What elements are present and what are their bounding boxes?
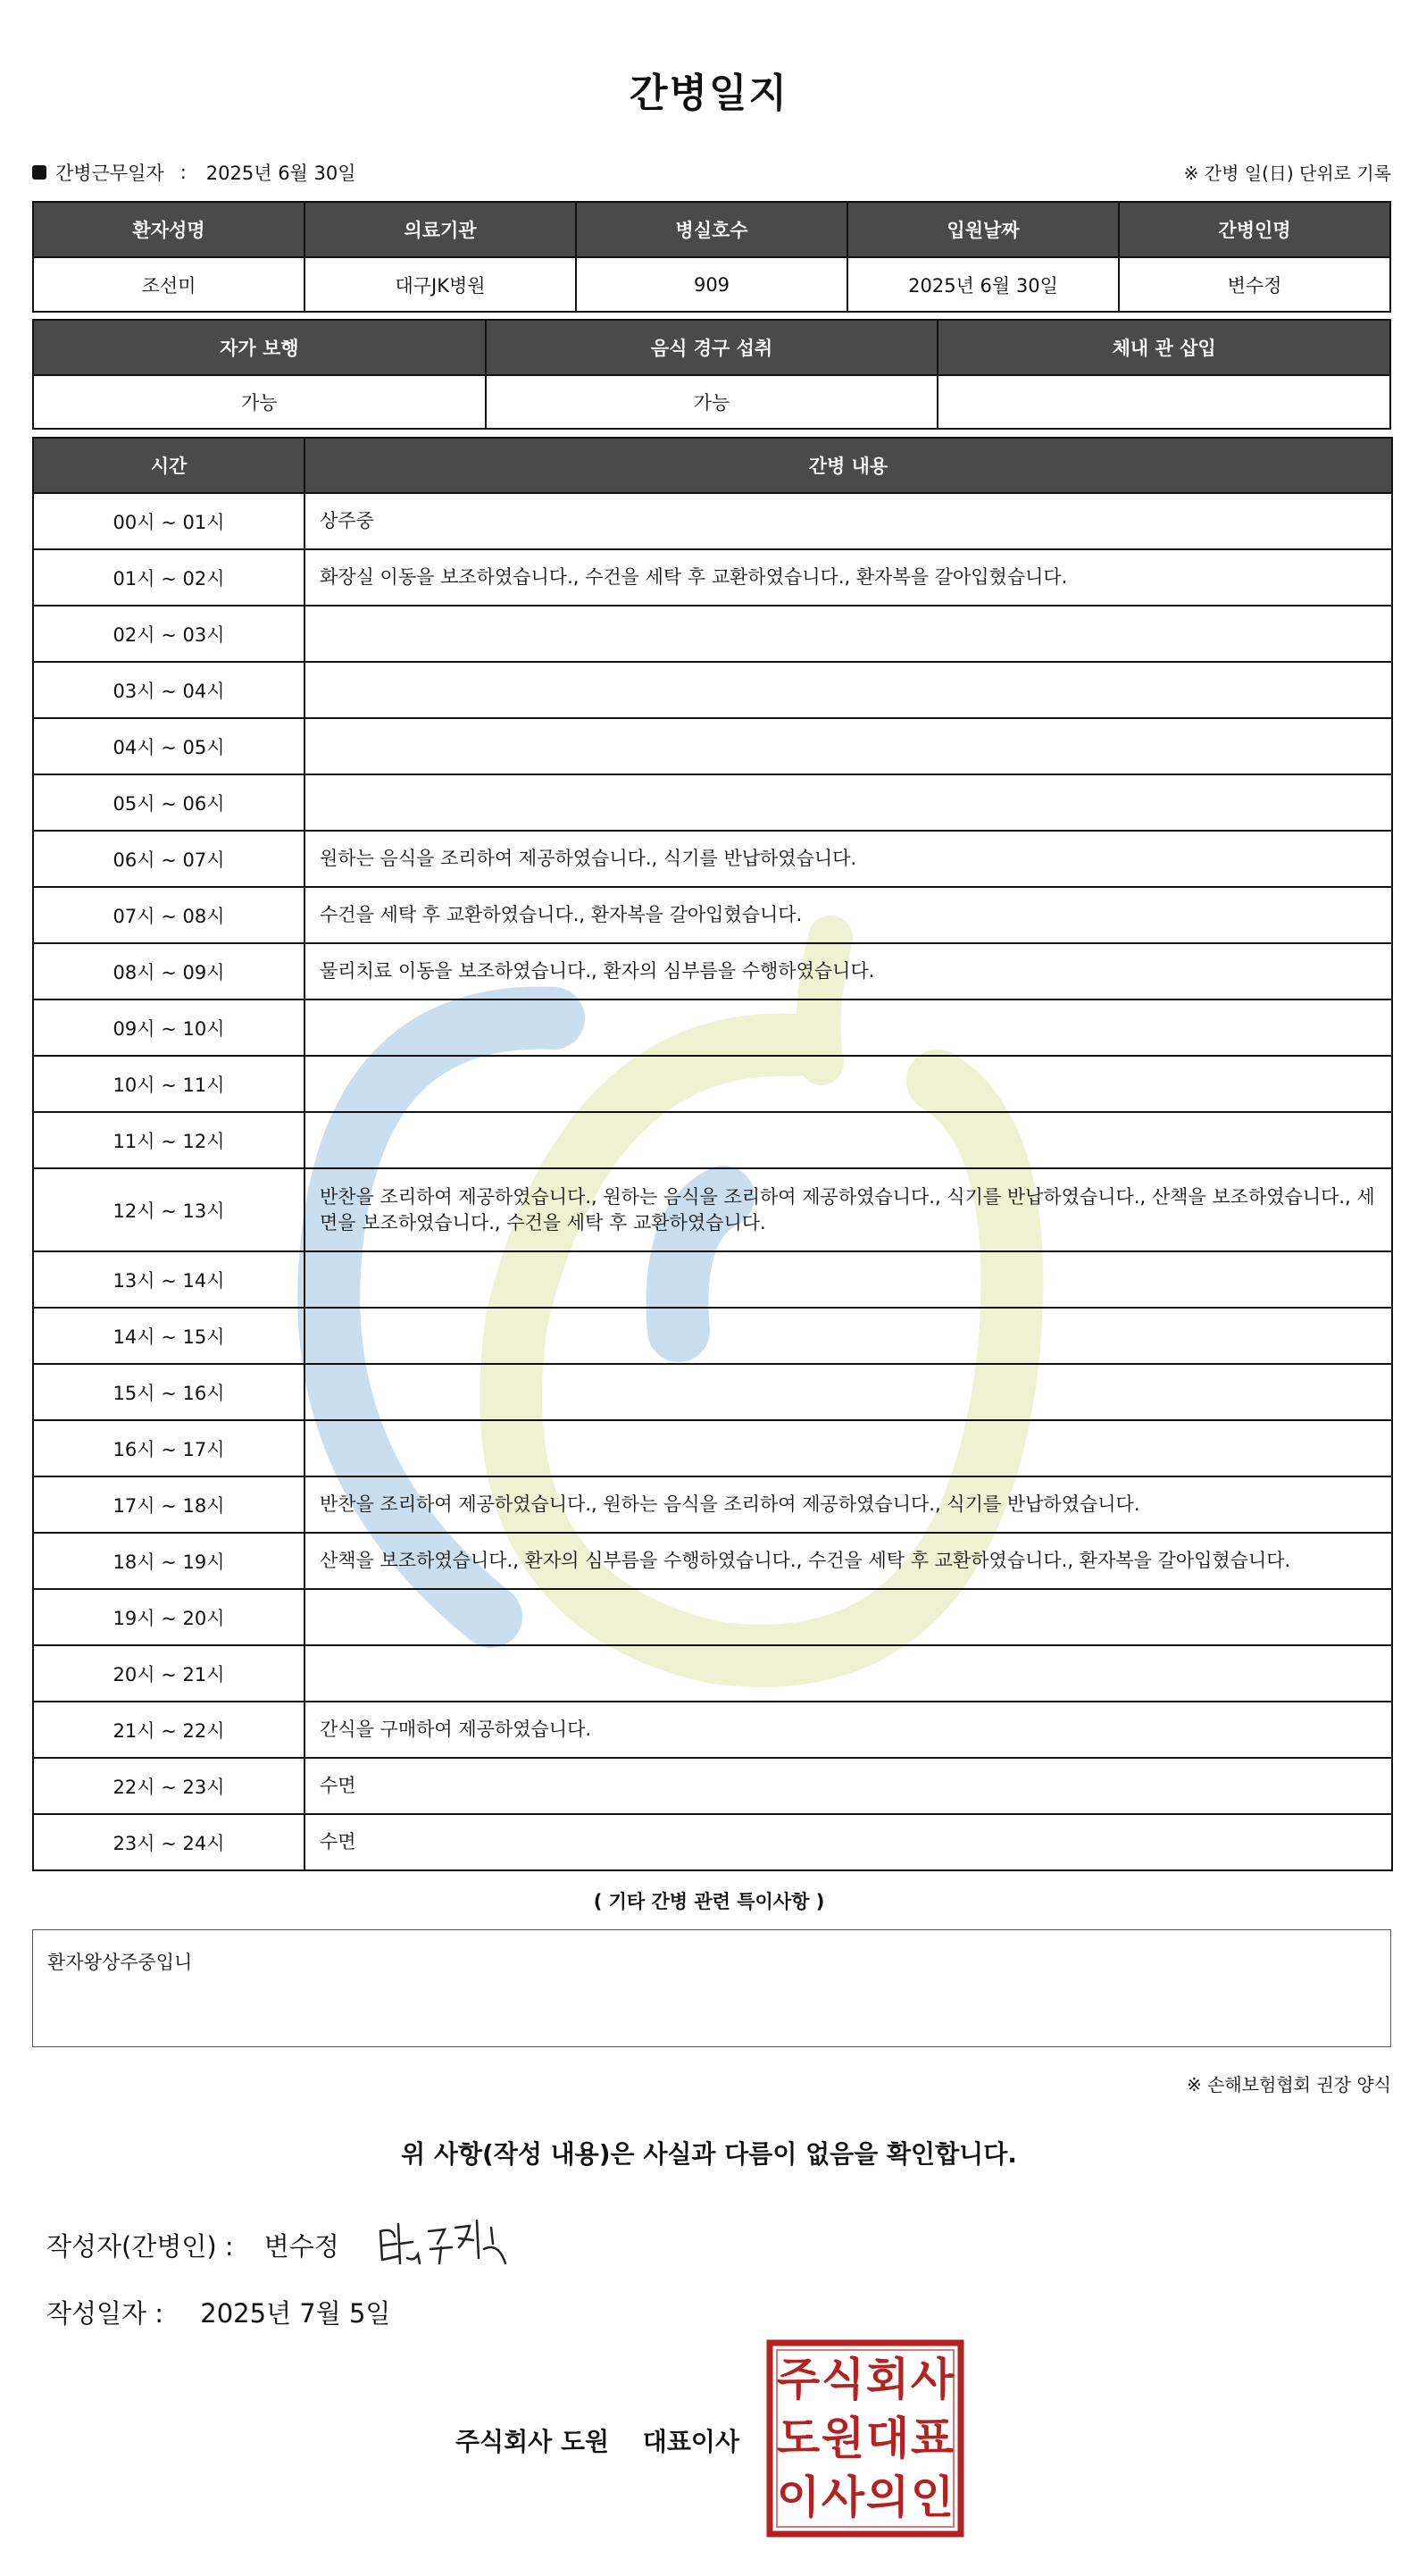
log-time-cell: 19시 ~ 20시 [33,1589,304,1645]
header-patient-name: 환자성명 [33,202,304,257]
table-row [33,831,1392,887]
table-row [33,1476,1392,1533]
table-row [33,1168,1392,1251]
log-time-cell: 23시 ~ 24시 [33,1814,304,1870]
notes-title: ( 기타 간병 관련 특이사항 ) [593,1891,825,1912]
written-date-row [46,2294,390,2330]
seal-glyph: 표 [910,2413,955,2464]
table-row [33,1814,1392,1870]
seal-glyph: 도 [776,2413,821,2464]
header-admission-date: 입원날짜 [847,202,1119,257]
table-row [33,606,1392,662]
care-log-table [32,437,1393,1871]
writer-label: 작성자(간병인) : [46,2231,234,2262]
company-signature-line [455,2422,739,2458]
seal-glyph: 인 [910,2471,955,2523]
log-time-cell: 17시 ~ 18시 [33,1476,304,1533]
notes-text: 환자왕상주중입니 [47,1952,193,1973]
company-ceo-title: 대표이사 [642,2427,739,2456]
table-row [33,1056,1392,1112]
log-time-cell: 14시 ~ 15시 [33,1308,304,1364]
log-time-cell: 08시 ~ 09시 [33,943,304,999]
writer-row [46,2227,339,2263]
notes-box [32,1929,1391,2047]
seal-glyph: 주 [776,2354,821,2405]
header-hospital: 의료기관 [304,202,576,257]
patient-status-table [32,319,1391,430]
company-name: 주식회사 도원 [455,2427,610,2456]
table-row [33,549,1392,606]
log-time-cell: 01시 ~ 02시 [33,549,304,606]
oral-intake-value: 가능 [486,375,938,429]
table-row [33,1364,1392,1420]
log-content-cell [304,999,1392,1056]
log-content-cell [304,606,1392,662]
log-content-cell: 수면 [304,1814,1392,1870]
log-content-cell [304,1645,1392,1702]
log-content-cell [304,1056,1392,1112]
log-time-cell: 16시 ~ 17시 [33,1420,304,1476]
log-time-cell: 15시 ~ 16시 [33,1364,304,1420]
log-time-cell: 12시 ~ 13시 [33,1168,304,1251]
table-row [33,1420,1392,1476]
seal-glyph: 사 [910,2354,955,2405]
table-row [33,943,1392,999]
admission-date-value: 2025년 6월 30일 [847,257,1119,312]
unit-note: ※ 간병 일(日) 단위로 기록 [1183,163,1391,184]
log-time-cell: 07시 ~ 08시 [33,887,304,943]
table-row [33,1533,1392,1589]
table-row [33,1645,1392,1702]
handwritten-signature [373,2204,534,2276]
log-content-cell [304,1251,1392,1308]
written-date-label: 작성일자 : [46,2298,164,2329]
seal-glyph: 대 [865,2413,910,2464]
log-content-cell [304,1112,1392,1168]
header-time: 시간 [33,438,304,493]
log-time-cell: 09시 ~ 10시 [33,999,304,1056]
seal-glyph: 이 [776,2471,821,2523]
header-oral-intake: 음식 경구 섭취 [486,320,938,375]
table-row [33,1251,1392,1308]
table-row [33,1589,1392,1645]
header-room-number: 병실호수 [576,202,847,257]
log-time-cell: 06시 ~ 07시 [33,831,304,887]
seal-glyph: 회 [865,2354,910,2405]
table-row [33,1702,1392,1758]
log-content-cell [304,1420,1392,1476]
table-row [33,887,1392,943]
header-care-content: 간병 내용 [304,438,1392,493]
written-date-value: 2025년 7월 5일 [200,2298,391,2329]
log-time-cell: 11시 ~ 12시 [33,1112,304,1168]
work-date-colon: : [179,162,187,183]
log-time-cell: 10시 ~ 11시 [33,1056,304,1112]
room-number-value: 909 [576,257,847,312]
log-content-cell [304,1364,1392,1420]
log-content-cell: 화장실 이동을 보조하였습니다., 수건을 세탁 후 교환하였습니다., 환자복을 갈아입혔습니다. [304,549,1392,606]
log-content-cell: 간식을 구매하여 제공하였습니다. [304,1702,1392,1758]
table-row [33,999,1392,1056]
log-content-cell: 수면 [304,1758,1392,1814]
log-time-cell: 04시 ~ 05시 [33,718,304,774]
log-time-cell: 20시 ~ 21시 [33,1645,304,1702]
tube-insertion-value [938,375,1390,429]
work-date-row [32,159,1391,186]
log-content-cell: 물리치료 이동을 보조하였습니다., 환자의 심부름을 수행하였습니다. [304,943,1392,999]
log-content-cell: 반찬을 조리하여 제공하였습니다., 원하는 음식을 조리하여 제공하였습니다., 식기를 반납하였습니다. [304,1476,1392,1533]
page-title: 간병일지 [629,71,788,116]
table-row [33,1308,1392,1364]
form-source-note: ※ 손해보험협회 권장 양식 [1186,2074,1391,2095]
seal-glyph: 의 [865,2471,910,2523]
header-self-walking: 자가 보행 [33,320,486,375]
log-content-cell [304,718,1392,774]
log-time-cell: 00시 ~ 01시 [33,493,304,549]
hospital-value: 대구JK병원 [304,257,576,312]
header-tube-insertion: 체내 관 삽입 [938,320,1390,375]
log-time-cell: 13시 ~ 14시 [33,1251,304,1308]
seal-glyph: 원 [821,2413,865,2464]
header-caregiver-name: 간병인명 [1119,202,1390,257]
table-row [33,1112,1392,1168]
bullet-square-icon [32,165,46,180]
writer-name: 변수정 [263,2231,339,2262]
table-row [33,493,1392,549]
log-content-cell [304,1308,1392,1364]
confirmation-statement: 위 사항(작성 내용)은 사실과 다름이 없음을 확인합니다. [401,2139,1017,2169]
patient-name-value: 조선미 [33,257,304,312]
log-content-cell [304,662,1392,718]
log-content-cell: 산책을 보조하였습니다., 환자의 심부름을 수행하였습니다., 수건을 세탁 후 교환하였습니다., 환자복을 갈아입혔습니다. [304,1533,1392,1589]
log-time-cell: 18시 ~ 19시 [33,1533,304,1589]
log-time-cell: 05시 ~ 06시 [33,774,304,831]
log-content-cell [304,1589,1392,1645]
log-time-cell: 22시 ~ 23시 [33,1758,304,1814]
patient-info-table [32,201,1391,313]
log-time-cell: 21시 ~ 22시 [33,1702,304,1758]
log-content-cell: 수건을 세탁 후 교환하였습니다., 환자복을 갈아입혔습니다. [304,887,1392,943]
seal-glyph: 사 [821,2471,865,2523]
caregiver-name-value: 변수정 [1119,257,1390,312]
log-content-cell [304,774,1392,831]
company-seal-stamp [764,2338,966,2539]
log-content-cell: 원하는 음식을 조리하여 제공하였습니다., 식기를 반납하였습니다. [304,831,1392,887]
work-date-value: 2025년 6월 30일 [205,163,356,184]
log-time-cell: 02시 ~ 03시 [33,606,304,662]
work-date-label: 간병근무일자 [55,163,164,184]
log-time-cell: 03시 ~ 04시 [33,662,304,718]
log-content-cell: 반찬을 조리하여 제공하였습니다., 원하는 음식을 조리하여 제공하였습니다., 식기를 반납하였습니다., 산책을 보조하였습니다., 세면을 보조하였습니다., 수건을 세탁 후 교환하였습니다. [304,1168,1392,1251]
seal-glyph: 식 [821,2354,865,2405]
table-row [33,718,1392,774]
log-content-cell: 상주중 [304,493,1392,549]
table-row [33,774,1392,831]
table-row [33,662,1392,718]
self-walking-value: 가능 [33,375,486,429]
table-row [33,1758,1392,1814]
